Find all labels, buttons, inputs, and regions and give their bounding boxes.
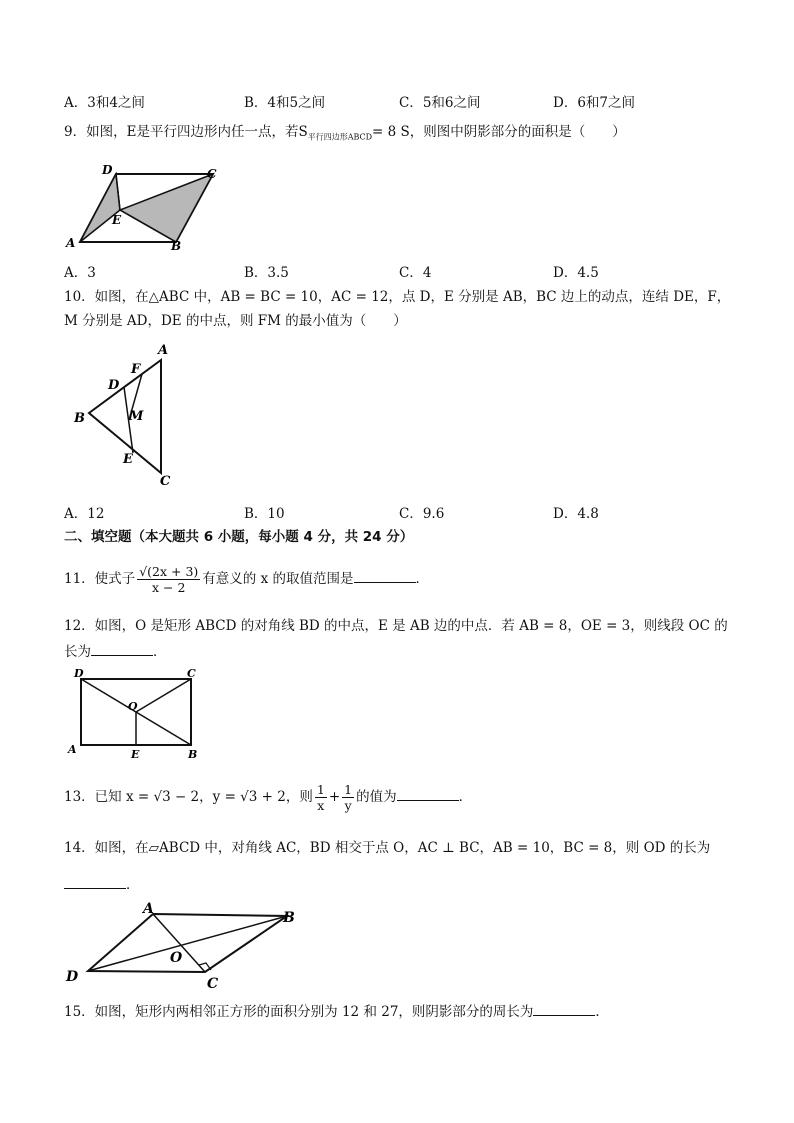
q14-label-o: O: [170, 950, 183, 966]
q11-fraction: [137, 564, 200, 595]
q9-subscript: 平行四边形ABCD: [307, 132, 373, 142]
q12-label-d: D: [74, 667, 84, 680]
q12-label-e: E: [131, 748, 140, 761]
q14-figure: [64, 898, 304, 994]
q10-option-b: B．10: [244, 506, 285, 522]
q9-option-d: D．4.5: [553, 265, 599, 281]
q10-label-a: A: [158, 343, 169, 358]
q10-label-f: F: [131, 362, 141, 377]
q14-line1: 14．如图，在▱ABCD 中，对角线 AC，BD 相交于点 O，AC ⊥ BC，AB = 10，BC = 8，则 OD 的长为: [64, 840, 711, 856]
q10-label-c: C: [160, 474, 171, 489]
q14-line2: [64, 874, 140, 895]
q13-fraction-x: [315, 782, 327, 813]
q11-numerator: √(2x + 3): [139, 564, 199, 579]
q10-line1: 10．如图，在△ABC 中，AB = BC = 10，AC = 12，点 D，E 分别是 AB，BC 边上的动点，连结 DE，F，: [64, 289, 731, 305]
q12-label-a: A: [68, 743, 77, 756]
q12-answer-blank[interactable]: [91, 641, 153, 656]
q10-label-e: E: [123, 452, 133, 467]
q10-option-c: C．9.6: [399, 506, 445, 522]
q9-option-b: B．3.5: [244, 265, 289, 281]
q9-label-e: E: [112, 213, 122, 227]
q10-label-b: B: [74, 411, 85, 426]
q9-label-c: C: [207, 167, 217, 181]
q10-label-m: M: [129, 409, 144, 424]
q11-answer-blank[interactable]: [354, 568, 416, 583]
q15-answer-blank[interactable]: [533, 1001, 595, 1016]
q11-prefix: 11．使式子: [64, 571, 136, 587]
q14-answer-blank[interactable]: [64, 874, 126, 889]
q9-label-d: D: [102, 163, 113, 177]
q12-label-b: B: [188, 748, 198, 761]
q9-label-a: A: [66, 236, 76, 250]
q12-label-c: C: [187, 667, 196, 680]
q8-option-d: D．6和7之间: [553, 95, 636, 111]
q10-option-a: A．12: [64, 506, 105, 522]
q11-question: [64, 562, 429, 596]
q13-f1-num: 1: [316, 782, 325, 797]
q13-f1-den: x: [317, 798, 325, 813]
q10-line2: M 分别是 AD，DE 的中点，则 FM 的最小值为（ ）: [64, 313, 407, 329]
q15-end: ．: [595, 1004, 609, 1020]
q13-end: ．: [458, 789, 473, 805]
q13-plus: +: [328, 789, 341, 805]
q12-label-o: O: [128, 700, 138, 713]
q13-answer-blank[interactable]: [397, 786, 459, 801]
q14-end: ．: [126, 877, 140, 893]
q12-line1: 12．如图，O 是矩形 ABCD 的对角线 BD 的中点，E 是 AB 边的中点．若 AB = 8，OE = 3，则线段 OC 的: [64, 618, 728, 634]
q9-option-a: A．3: [64, 265, 96, 281]
q13-fraction-y: [342, 782, 354, 813]
q15-text: 15．如图，矩形内两相邻正方形的面积分别为 12 和 27，则阴影部分的周长为: [64, 1004, 534, 1020]
q12-line2-text: 长为: [64, 644, 91, 660]
q8-option-b: B．4和5之间: [244, 95, 326, 111]
q13-f2-num: 1: [344, 782, 353, 797]
q8-option-a: A．3和4之间: [64, 95, 145, 111]
q11-suffix: 有意义的 x 的取值范围是: [202, 571, 354, 587]
q14-label-d: D: [66, 969, 79, 985]
q12-figure: [64, 665, 206, 761]
q14-label-b: B: [283, 910, 295, 926]
q10-figure: [66, 338, 196, 494]
q13-f2-den: y: [344, 798, 352, 813]
q15-question: [64, 1001, 609, 1022]
q11-denominator: x − 2: [152, 580, 186, 595]
q14-label-a: A: [143, 901, 154, 917]
q12-end: ．: [153, 644, 167, 660]
q9-option-c: C．4: [399, 265, 432, 281]
q14-label-c: C: [207, 976, 219, 992]
q9-text-after: = 8 S，则图中阴影部分的面积是（ ）: [372, 124, 626, 140]
q9-question: [64, 122, 626, 148]
q10-label-d: D: [108, 378, 120, 393]
section-2-heading: 二、填空题（本大题共 6 小题，每小题 4 分，共 24 分）: [64, 529, 414, 545]
q13-prefix: 13．已知 x = √3 − 2，y = √3 + 2，则: [64, 789, 313, 805]
q13-question: [64, 780, 472, 814]
q13-suffix: 的值为: [356, 789, 397, 805]
q10-option-d: D．4.8: [553, 506, 599, 522]
q9-figure: [64, 160, 234, 252]
q11-end: ．: [415, 571, 429, 587]
q9-label-b: B: [171, 239, 182, 252]
q8-option-c: C．5和6之间: [399, 95, 481, 111]
q9-text-before: 9．如图，E是平行四边形内任一点，若S: [64, 124, 308, 140]
q12-line2: [64, 641, 167, 662]
